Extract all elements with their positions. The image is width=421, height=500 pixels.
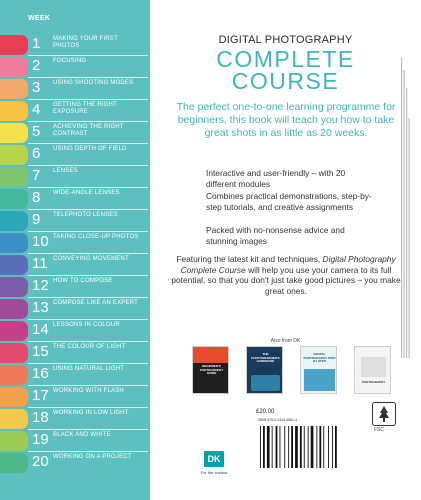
week-tab (0, 277, 28, 297)
week-number: 8 (32, 189, 41, 206)
week-tab (0, 321, 28, 341)
week-title: USING DEPTH OF FIELD (53, 146, 127, 152)
week-number: 11 (32, 255, 48, 272)
week-row (30, 188, 148, 209)
week-title: WIDE-ANGLE LENSES (53, 190, 120, 196)
barcode (256, 418, 366, 476)
week-row (30, 56, 148, 77)
week-number: 18 (32, 409, 49, 426)
week-row (30, 122, 148, 143)
related-book-title: THE PHOTOGRAPHER'S HANDBOOK (251, 352, 280, 363)
week-number: 16 (32, 365, 49, 382)
related-book-title: BEGINNER'S PHOTOGRAPHY GUIDE (199, 364, 224, 375)
closing-paragraph (170, 254, 402, 296)
week-row (30, 364, 148, 385)
week-tab (0, 79, 28, 99)
week-row (30, 320, 148, 341)
credits-spine-text (400, 58, 410, 358)
week-row (30, 276, 148, 297)
related-book-cover (192, 346, 229, 394)
week-number: 2 (32, 57, 41, 74)
week-tab (0, 189, 28, 209)
week-tab (0, 299, 28, 319)
week-tab (0, 233, 28, 253)
tree-icon (373, 403, 395, 425)
week-title: TELEPHOTO LENSES (53, 212, 118, 218)
week-title: TAKING CLOSE-UP PHOTOS (53, 234, 139, 240)
week-number: 10 (32, 233, 49, 250)
week-title: THE COLOUR OF LIGHT (53, 344, 126, 350)
week-title: LESSONS IN COLOUR (53, 322, 120, 328)
week-tab (0, 365, 28, 385)
closing-pre: Featuring the latest kit and techniques, (176, 254, 321, 264)
week-title: WORKING IN LOW LIGHT (53, 410, 129, 416)
week-row (30, 78, 148, 99)
book-title-line-2: COURSE (231, 68, 340, 94)
week-row (30, 166, 148, 187)
book-cover-art (193, 347, 229, 363)
week-title: FOCUSING (53, 58, 87, 64)
isbn-text: ISBN 978-0-2414-4661-4 (258, 418, 298, 422)
week-number: 4 (32, 101, 41, 118)
dk-logo: DK (204, 451, 224, 467)
week-row (30, 232, 148, 253)
week-tab (0, 167, 28, 187)
lead-paragraph: The perfect one-to-one learning programme for beginners, this book will teach you how to take great shots in as little as 20 weeks. (176, 101, 396, 139)
book-kicker: DIGITAL PHOTOGRAPHY (218, 34, 353, 46)
week-title: USING SHOOTING MODES (53, 80, 134, 86)
week-tab (0, 409, 28, 429)
price-label: £20.00 (256, 409, 275, 415)
week-title: COMPOSE LIKE AN EXPERT (53, 300, 138, 306)
week-row (30, 254, 148, 275)
fsc-logo (372, 402, 396, 426)
week-title: MAKING YOUR FIRST PHOTOS (53, 36, 118, 49)
fsc-label: FSC (374, 427, 384, 433)
week-row (30, 210, 148, 231)
week-number: 20 (32, 453, 49, 470)
week-number: 5 (32, 123, 41, 140)
week-tab (0, 453, 28, 473)
related-book-title: DIGITAL PHOTOGRAPHY STEP BY STEP (303, 352, 336, 363)
week-tab (0, 123, 28, 143)
publisher-tagline: For the curious (200, 470, 228, 475)
week-tab (0, 35, 28, 55)
week-title: CONVEYING MOVEMENT (53, 256, 129, 262)
week-number: 14 (32, 321, 49, 338)
week-row (30, 452, 148, 473)
week-number: 17 (32, 387, 49, 404)
week-row (30, 144, 148, 165)
week-tab (0, 211, 28, 231)
week-number: 19 (32, 431, 49, 448)
week-number: 7 (32, 167, 41, 184)
book-cover-art (304, 369, 335, 391)
week-title: USING NATURAL LIGHT (53, 366, 125, 372)
related-book-cover (300, 346, 337, 394)
week-panel (0, 0, 150, 500)
feature-bullet: Combines practical demonstrations, step-by-step tutorials, and creative assignments (206, 191, 372, 212)
closing-title-italic: Digital Photography Complete Course (180, 254, 396, 275)
feature-bullet: Packed with no-nonsense advice and stunning images (206, 225, 345, 246)
week-number: 13 (32, 299, 49, 316)
related-book-cover (246, 346, 283, 394)
week-title: LENSES (53, 168, 78, 174)
week-number: 15 (32, 343, 49, 360)
book-cover-art (361, 357, 386, 377)
week-title: WORKING WITH FLASH (53, 388, 124, 394)
week-row (30, 298, 148, 319)
also-from-books (170, 346, 402, 394)
week-title: ACHIEVING THE RIGHT CONTRAST (53, 124, 124, 137)
related-book-cover (354, 346, 391, 394)
week-number: 6 (32, 145, 41, 162)
week-tab (0, 101, 28, 121)
book-cover-art (251, 375, 280, 391)
week-title: GETTING THE RIGHT EXPOSURE (53, 102, 117, 115)
related-book-title: PHOTOGRAPHY (361, 380, 386, 384)
week-number: 9 (32, 211, 41, 228)
week-row (30, 408, 148, 429)
week-title: HOW TO COMPOSE (53, 278, 113, 284)
week-number: 3 (32, 79, 41, 96)
week-tab (0, 57, 28, 77)
week-row (30, 100, 148, 121)
week-row (30, 342, 148, 363)
week-title: BLACK AND WHITE (53, 432, 111, 438)
book-title-line-1: COMPLETE (216, 46, 355, 72)
week-title: WORKING ON A PROJECT (53, 454, 132, 460)
week-row (30, 34, 148, 55)
week-tab (0, 145, 28, 165)
closing-post: will help you use your camera to its full potential, so that you don't just take good pictures – you make great ones. (171, 264, 401, 296)
week-tab (0, 387, 28, 407)
feature-bullet: Interactive and user-friendly – with 20 different modules (206, 168, 346, 189)
week-row (30, 386, 148, 407)
week-row (30, 430, 148, 451)
week-tab (0, 343, 28, 363)
week-tab (0, 431, 28, 451)
vertical-credits-lines (400, 58, 410, 358)
week-tab (0, 255, 28, 275)
week-header: WEEK (28, 15, 51, 22)
week-number: 12 (32, 277, 49, 294)
also-from-label: Also from DK (270, 338, 301, 344)
week-number: 1 (32, 35, 41, 52)
